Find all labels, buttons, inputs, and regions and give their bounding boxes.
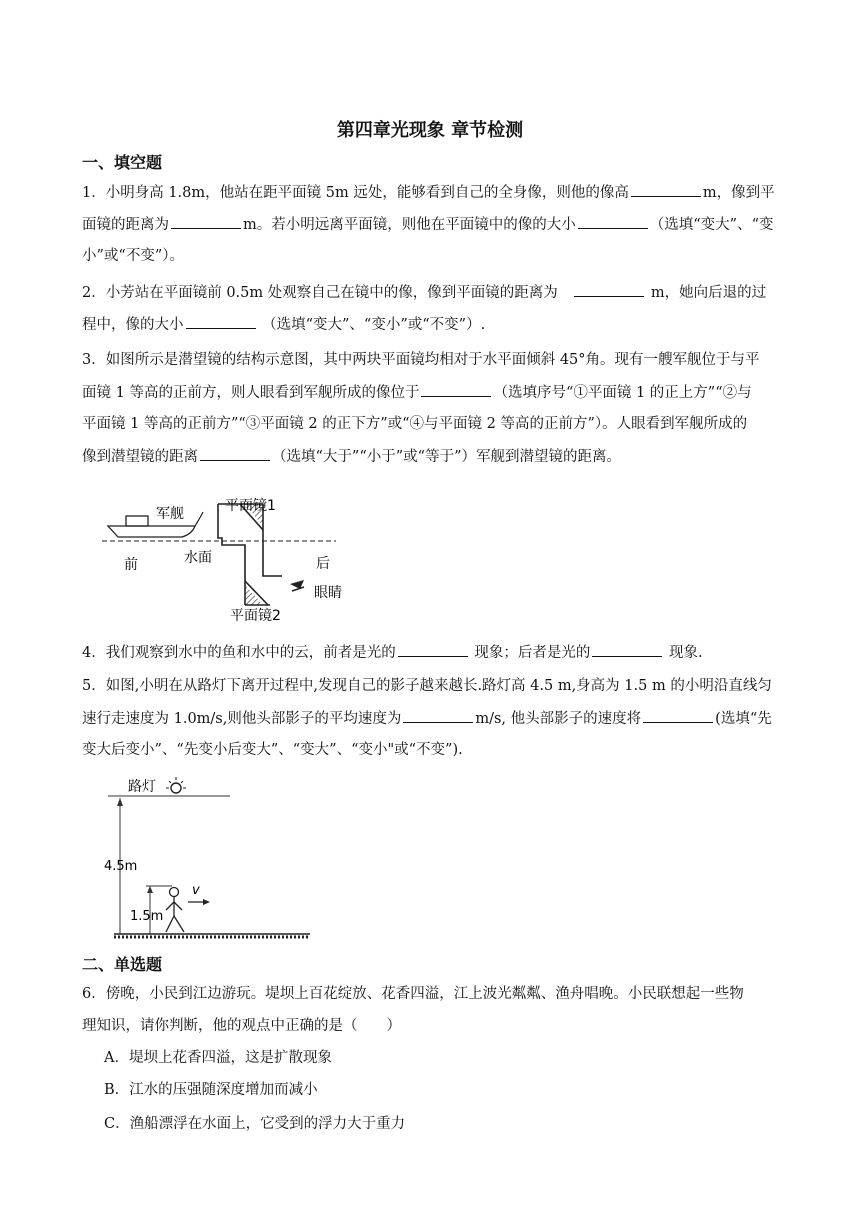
periscope-figure xyxy=(100,490,370,625)
q1-line2: 面镜的距离为 m。若小明远离平面镜，则他在平面镜中的像的大小 （选填“变大”、“变 xyxy=(82,214,774,235)
q6-line2: 理知识，请你判断，他的观点中正确的是（ ） xyxy=(82,1018,401,1034)
velocity-label: v xyxy=(192,883,200,898)
periscope-left-wall xyxy=(218,504,245,605)
q2-line2: 程中，像的大小 （选填“变大”、“变小”或“不变”）. xyxy=(82,314,485,335)
q1-line1: 1．小明身高 1.8m，他站在距平面镜 5m 远处，能够看到自己的全身像，则他的像高 m，像到平 xyxy=(82,182,775,203)
q2-line1: 2．小芳站在平面镜前 0.5m 处观察自己在镜中的像，像到平面镜的距离为 m，她向后退的过 xyxy=(82,282,766,303)
q1-blank3[interactable] xyxy=(578,214,648,229)
person-figure xyxy=(166,888,184,933)
section-single-choice: 二、单选题 xyxy=(82,955,163,974)
q5-line1: 5．如图,小明在从路灯下离开过程中,发现自己的影子越来越长.路灯高 4.5 m,身高为 1.5 m 的小明沿直线匀 xyxy=(82,678,772,694)
mirror1-label: 平面镜1 xyxy=(225,498,276,514)
q3-line2: 面镜 1 等高的正前方，则人眼看到军舰所成的像位于 （选填序号“①平面镜 1 的正上方”“②与 xyxy=(82,382,752,403)
q4-line: 4．我们观察到水中的鱼和水中的云，前者是光的 现象；后者是光的 现象. xyxy=(82,642,703,663)
q3-blank2[interactable] xyxy=(200,446,270,461)
q3-line3: 平面镜 1 等高的正前方”“③平面镜 2 的正下方”或“④与平面镜 2 等高的正前方”）。人眼看到军舰所成的 xyxy=(82,416,748,432)
q1-line3: 小”或“不变”）。 xyxy=(82,248,184,264)
streetlamp-figure xyxy=(100,774,315,942)
q6-line1: 6．傍晚，小民到江边游玩。堤坝上百花绽放、花香四溢，江上波光粼粼、渔舟唱晚。小民联想起一些物 xyxy=(82,986,744,1002)
q1-blank2[interactable] xyxy=(171,214,241,229)
water-label: 水面 xyxy=(184,550,212,566)
back-label: 后 xyxy=(316,556,330,572)
q5-line3: 变大后变小”、“先变小后变大”、“变大”、“变小"或“不变”). xyxy=(82,742,463,758)
q1-blank1[interactable] xyxy=(631,182,701,197)
q3-blank1[interactable] xyxy=(421,382,491,397)
q4-blank1[interactable] xyxy=(398,642,468,657)
q2-blank2[interactable] xyxy=(186,314,256,329)
height-4.5m-label: 4.5m xyxy=(104,859,138,874)
q6-option-a[interactable]: A．堤坝上花香四溢，这是扩散现象 xyxy=(104,1050,332,1066)
lamp-label: 路灯 xyxy=(128,779,156,795)
q5-blank2[interactable] xyxy=(643,708,713,723)
q3-line1: 3．如图所示是潜望镜的结构示意图，其中两块平面镜均相对于水平面倾斜 45°角。现有一艘军舰位于与平 xyxy=(82,352,760,368)
q5-line2: 速行走速度为 1.0m/s,则他头部影子的平均速度为 m/s, 他头部影子的速度将 (选填“先 xyxy=(82,708,772,729)
arrow-right-icon xyxy=(203,899,210,905)
front-label: 前 xyxy=(124,557,138,573)
ship-label: 军舰 xyxy=(156,506,184,522)
lightbulb-icon xyxy=(166,777,186,793)
q2-blank1[interactable] xyxy=(574,282,644,297)
page-title: 第四章光现象 章节检测 xyxy=(336,120,524,141)
q6-option-b[interactable]: B．江水的压强随深度增加而减小 xyxy=(104,1082,318,1098)
eye-icon xyxy=(290,580,304,591)
q4-blank2[interactable] xyxy=(592,642,662,657)
eye-label: 眼睛 xyxy=(314,585,342,601)
mirror2-label: 平面镜2 xyxy=(230,608,281,624)
q5-blank1[interactable] xyxy=(403,708,473,723)
height-1.5m-label: 1.5m xyxy=(130,909,164,924)
q6-option-c[interactable]: C．渔船漂浮在水面上，它受到的浮力大于重力 xyxy=(104,1116,406,1132)
section-fill-in: 一、填空题 xyxy=(82,153,163,172)
periscope-right-wall xyxy=(263,504,282,576)
q3-line4: 像到潜望镜的距离 （选填“大于”“小于”或“等于”）军舰到潜望镜的距离。 xyxy=(82,446,621,467)
